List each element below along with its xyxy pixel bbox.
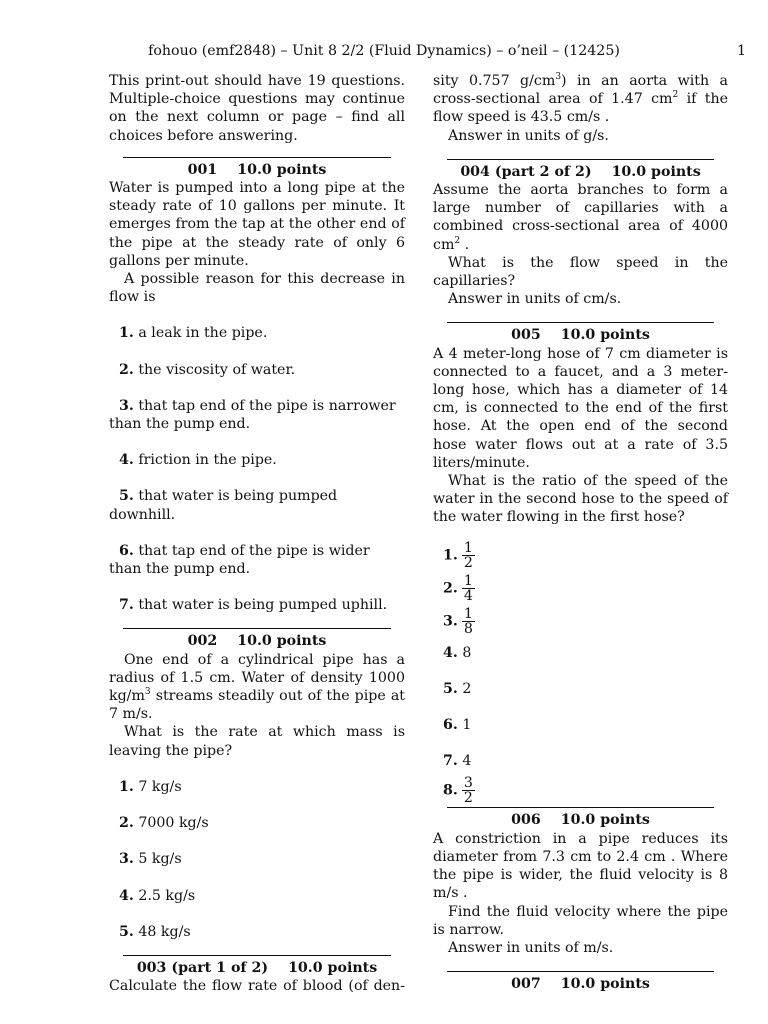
q005-points: 10.0 points [560,327,650,344]
q006-answer-units: Answer in units of m/s. [448,939,614,956]
q002-choice: 5. 48 kg/s [119,923,191,940]
intro-text: This print-out should have 19 questions. Multiple-choice questions may continue on the next column or page – find all choices before answering. [109,73,405,144]
q005-number: 005 [511,327,541,344]
q001-choice: 1. a leak in the pipe. [119,325,268,342]
q002-choice: 2. 7000 kg/s [119,815,209,832]
q002-choice: 4. 2.5 kg/s [119,887,196,904]
fraction: $\frac{1}{4}$ [463,572,473,604]
q001-choice: 4. friction in the pipe. [119,452,277,469]
q005-heading [447,322,714,344]
q002-number: 002 [187,633,218,650]
q001-heading [123,157,391,179]
left-column [109,72,405,995]
q003-answer-units: Answer in units of g/s. [448,127,609,144]
right-column [433,72,728,993]
q001-choice: 5. that water is being pumped downhill. [109,488,338,523]
fraction: $\frac{1}{8}$ [463,605,473,637]
q005-choices [433,541,728,806]
q005-stem: A 4 meter-long hose of 7 cm diameter is connected to a faucet, and a 3 meter-long hose, which has a diameter of 14 cm, is connected to the end of the first hose. At the open end of the second hose water flows out at a rate of 3.5 liters/minute. [433,345,728,471]
q002-choice: 1. 7 kg/s [119,778,182,795]
q004-stem: Assume the aorta branches to form a large number of capillaries with a combined cross-sectional area of 4000 $cm^2$ . [433,182,728,253]
q001-choice: 3. that tap end of the pipe is narrower than the pump end. [109,397,396,433]
q003-number: 003 (part 1 of 2) [136,959,269,976]
q007-number: 007 [511,976,541,993]
q003-stem-cont: sity 0.757 $g/cm^3$) in an aorta with a cross-sectional area of 1.47 $cm^2$ if the flow speed is 43.5 cm/s . [433,72,729,126]
q004-prompt: What is the flow speed in the capillaries? [433,254,728,290]
q004-heading [447,159,714,181]
q001-choice: 2. the viscosity of water. [119,361,296,378]
q005-choice: 6. 1 [443,717,472,734]
q007-points: 10.0 points [560,976,650,993]
q001-prompt: A possible reason for this decrease in flow is [109,271,405,306]
q005-choice: 5. 2 [443,680,472,697]
q001-number: 001 [187,161,218,178]
q006-points: 10.0 points [560,812,650,829]
q004-answer-units: Answer in units of cm/s. [448,291,622,308]
q001-points: 10.0 points [237,161,327,178]
q006-heading [447,807,714,829]
fraction: $\frac{3}{2}$ [463,775,473,807]
q003-points: 10.0 points [288,959,378,976]
fraction: $\frac{1}{2}$ [463,539,473,571]
q005-choice: 4. 8 [443,644,472,661]
q004-points: 10.0 points [611,163,701,180]
page-header [0,40,768,60]
q006-stem: A constriction in a pipe reduces its diameter from 7.3 cm to 2.4 cm . Where the pipe is wider, the fluid velocity is 8 m/s . [433,830,728,902]
q005-choice: 1. $\frac{1}{2}$ [443,539,473,571]
q002-choice: 3. 5 kg/s [119,851,182,868]
q002-choices [109,778,405,941]
q005-choice: 3. $\frac{1}{8}$ [443,605,473,637]
q006-number: 006 [511,812,541,829]
q003-stem-start: Calculate the flow rate of blood (of den- [109,978,405,995]
header-title: fohouo (emf2848) – Unit 8 2/2 (Fluid Dynamics) – o’neil – (12425) [148,43,620,59]
q001-choice: 7. that water is being pumped uphill. [119,597,388,614]
q003-heading [123,955,391,977]
q002-prompt: What is the rate at which mass is leaving the pipe? [109,724,405,759]
q005-choice: 8. $\frac{3}{2}$ [443,775,473,807]
q005-prompt: What is the ratio of the speed of the water in the second hose to the speed of the water flowing in the first hose? [433,473,728,526]
page-number: 1 [736,43,746,59]
q002-points: 10.0 points [237,633,327,650]
q006-prompt: Find the fluid velocity where the pipe is narrow. [433,903,728,938]
q002-stem: One end of a cylindrical pipe has a radius of 1.5 cm. Water of density 1000 $kg/m^3$ streams steadily out of the pipe at 7 m/s. [109,651,405,723]
q005-choice: 2. $\frac{1}{4}$ [443,572,473,604]
q001-choices [109,324,405,614]
q002-heading [123,628,391,650]
q005-choice: 7. 4 [443,753,472,770]
q001-choice: 6. that tap end of the pipe is wider than the pump end. [109,542,370,578]
q004-number: 004 (part 2 of 2) [460,163,592,180]
q001-stem: Water is pumped into a long pipe at the steady rate of 10 gallons per minute. It emerges from the tap at the other end of the pipe at the steady rate of only 6 gallons per minute. [109,180,405,269]
q007-heading [447,971,714,993]
